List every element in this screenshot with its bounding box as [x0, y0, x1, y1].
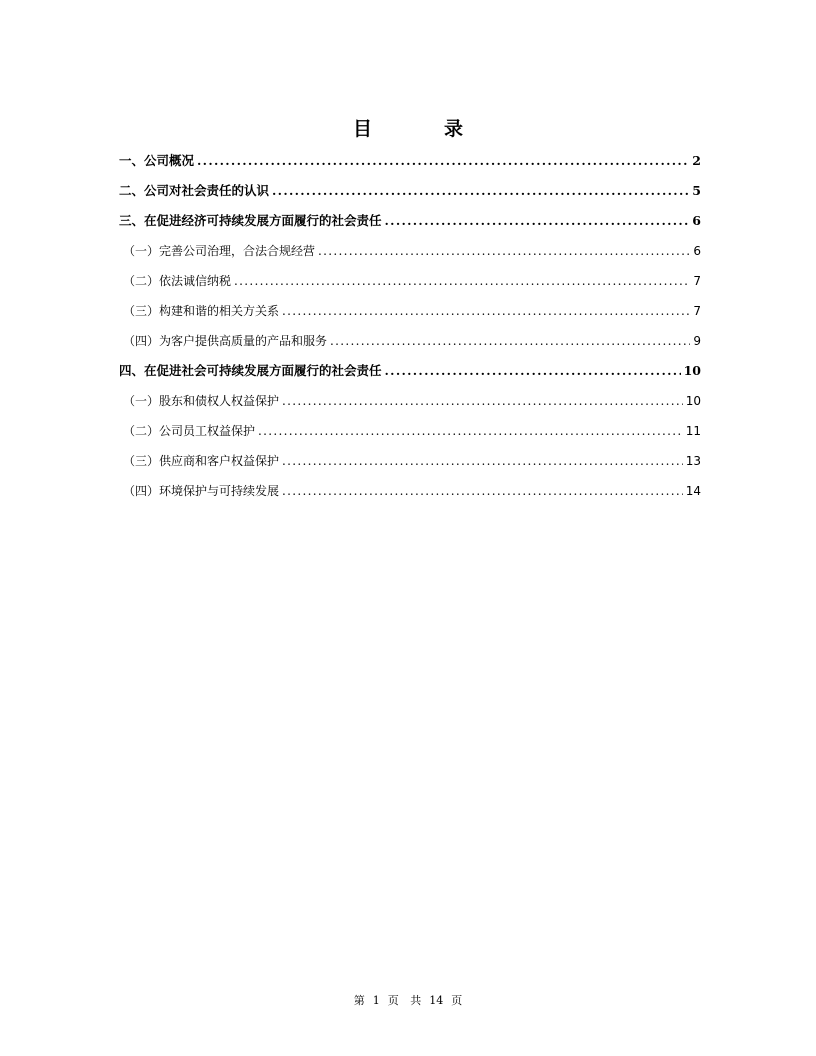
toc-subentry[interactable] — [119, 296, 701, 326]
toc-entry-page: 9 — [693, 334, 701, 348]
toc-entry-page: 5 — [692, 183, 701, 198]
toc-subentry[interactable] — [119, 446, 701, 476]
toc-entry[interactable] — [119, 206, 701, 236]
toc-title-char-2: 录 — [444, 118, 464, 140]
toc-leader-dots — [282, 446, 683, 476]
toc-leader-dots — [282, 386, 683, 416]
toc-entry-label: （一）股东和债权人权益保护 — [123, 394, 280, 408]
footer-total-prefix: 共 — [410, 994, 422, 1007]
toc-title — [0, 114, 816, 141]
footer-suffix: 页 — [451, 994, 463, 1007]
toc-entry-page: 11 — [685, 424, 701, 438]
toc-entry-label: 四、在促进社会可持续发展方面履行的社会责任 — [119, 363, 382, 378]
toc-entry-label: （二）公司员工权益保护 — [123, 424, 256, 438]
footer-total-pages: 14 — [429, 994, 444, 1007]
toc-entry-label: （一）完善公司治理，合法合规经营 — [123, 244, 316, 258]
toc-entry-label: 二、公司对社会责任的认识 — [119, 183, 270, 198]
toc-entry-page: 10 — [685, 394, 701, 408]
toc-subentry[interactable] — [119, 266, 701, 296]
footer-prefix: 第 — [353, 994, 365, 1007]
toc-leader-dots — [197, 146, 689, 176]
toc-title-char-1: 目 — [352, 118, 372, 140]
toc-entry-label: 三、在促进经济可持续发展方面履行的社会责任 — [119, 213, 382, 228]
toc-entry-label: （二）依法诚信纳税 — [123, 274, 232, 288]
toc-subentry[interactable] — [119, 476, 701, 506]
toc-leader-dots — [258, 416, 683, 446]
toc-entry-label: （四）环境保护与可持续发展 — [123, 484, 280, 498]
toc-leader-dots — [330, 326, 690, 356]
toc-entry-page: 6 — [692, 213, 701, 228]
toc-entry-label: 一、公司概况 — [119, 153, 195, 168]
toc-entry[interactable] — [119, 356, 701, 386]
toc-leader-dots — [385, 206, 690, 236]
toc-leader-dots — [282, 296, 690, 326]
toc-subentry[interactable] — [119, 386, 701, 416]
toc-entry-page: 6 — [693, 244, 701, 258]
toc-entry[interactable] — [119, 146, 701, 176]
toc-entry-page: 13 — [685, 454, 701, 468]
toc-subentry[interactable] — [119, 326, 701, 356]
toc-leader-dots — [318, 236, 690, 266]
toc-entry-label: （三）构建和谐的相关方关系 — [123, 304, 280, 318]
footer-mid: 页 — [387, 994, 399, 1007]
toc-leader-dots — [272, 176, 689, 206]
toc-entry-page: 7 — [693, 304, 701, 318]
toc-entry-page: 2 — [692, 153, 701, 168]
toc-entry-page: 10 — [683, 363, 701, 378]
page-footer — [0, 992, 816, 1008]
footer-current-page: 1 — [372, 994, 380, 1007]
toc-subentry[interactable] — [119, 236, 701, 266]
table-of-contents — [119, 146, 701, 506]
toc-entry[interactable] — [119, 176, 701, 206]
toc-leader-dots — [282, 476, 683, 506]
toc-subentry[interactable] — [119, 416, 701, 446]
toc-leader-dots — [234, 266, 690, 296]
toc-entry-page: 14 — [685, 484, 701, 498]
toc-leader-dots — [385, 356, 681, 386]
toc-entry-label: （四）为客户提供高质量的产品和服务 — [123, 334, 328, 348]
toc-entry-page: 7 — [693, 274, 701, 288]
toc-entry-label: （三）供应商和客户权益保护 — [123, 454, 280, 468]
